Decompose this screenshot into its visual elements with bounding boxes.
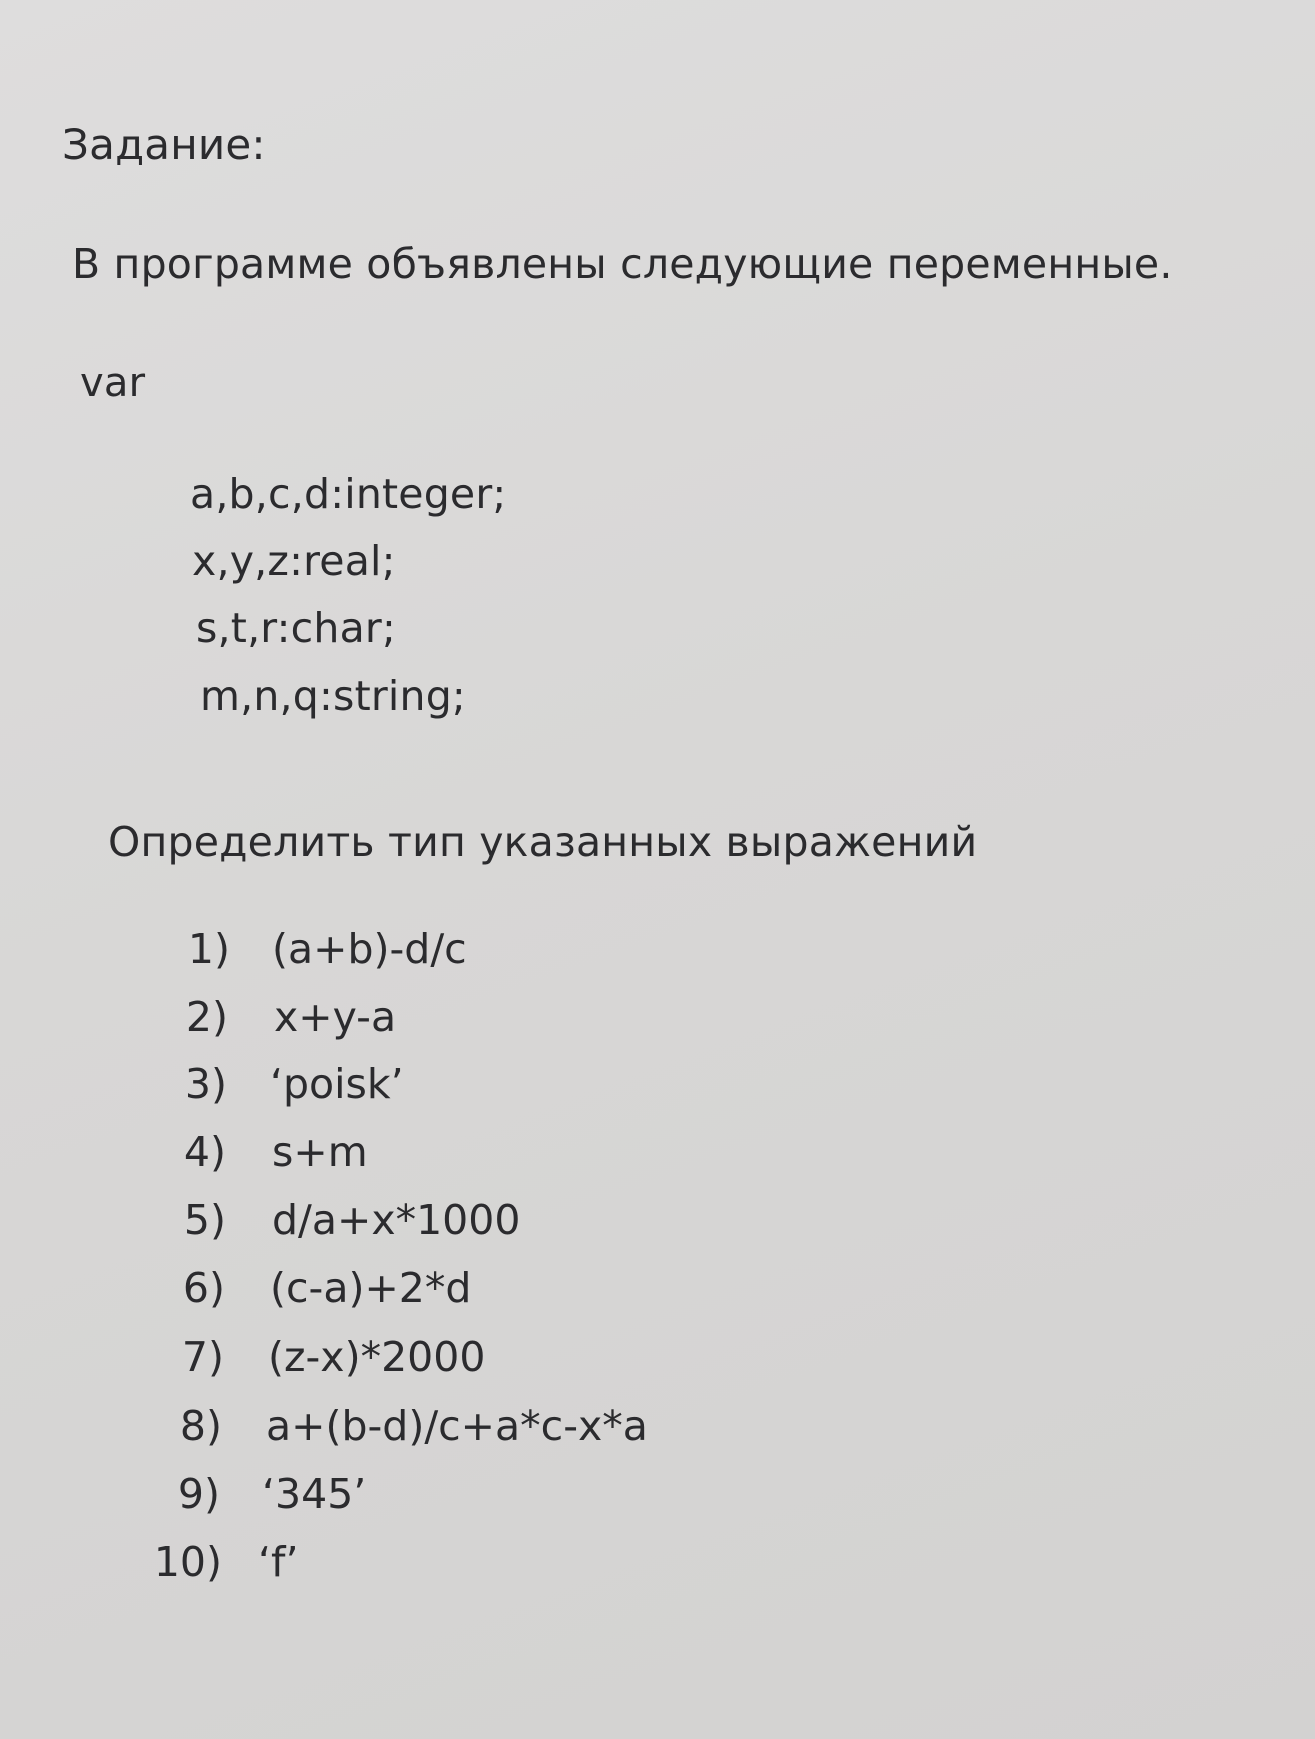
expression-text: s+m: [272, 1128, 368, 1176]
expression-text: (a+b)-d/c: [272, 925, 467, 973]
expression-text: (c-a)+2*d: [270, 1264, 472, 1312]
item-number: 4): [183, 1128, 226, 1176]
declaration-line: x,y,z:real;: [192, 537, 396, 585]
item-number: 2): [185, 993, 228, 1041]
task-text: Определить тип указанных выражений: [108, 818, 978, 866]
expression-text: ‘345’: [262, 1470, 367, 1518]
item-number: 10): [153, 1538, 222, 1586]
intro-text: В программе объявлены следующие переменные.: [72, 240, 1173, 288]
item-number: 9): [177, 1470, 220, 1518]
declaration-line: a,b,c,d:integer;: [190, 470, 507, 518]
var-keyword: var: [80, 360, 146, 406]
expression-text: x+y-a: [274, 993, 397, 1041]
item-number: 7): [181, 1333, 224, 1381]
expression-text: (z-x)*2000: [268, 1333, 486, 1381]
expression-text: d/a+x*1000: [272, 1196, 521, 1244]
item-number: 5): [183, 1196, 226, 1244]
item-number: 6): [182, 1264, 225, 1312]
item-number: 3): [184, 1060, 227, 1108]
expression-text: ‘f’: [258, 1538, 299, 1586]
expression-text: a+(b-d)/c+a*c-x*a: [266, 1402, 648, 1450]
item-number: 8): [179, 1402, 222, 1450]
item-number: 1): [187, 925, 230, 973]
expression-text: ‘poisk’: [270, 1060, 404, 1108]
declaration-line: s,t,r:char;: [196, 604, 396, 652]
declaration-line: m,n,q:string;: [200, 672, 466, 720]
page-heading: Задание:: [62, 120, 266, 169]
